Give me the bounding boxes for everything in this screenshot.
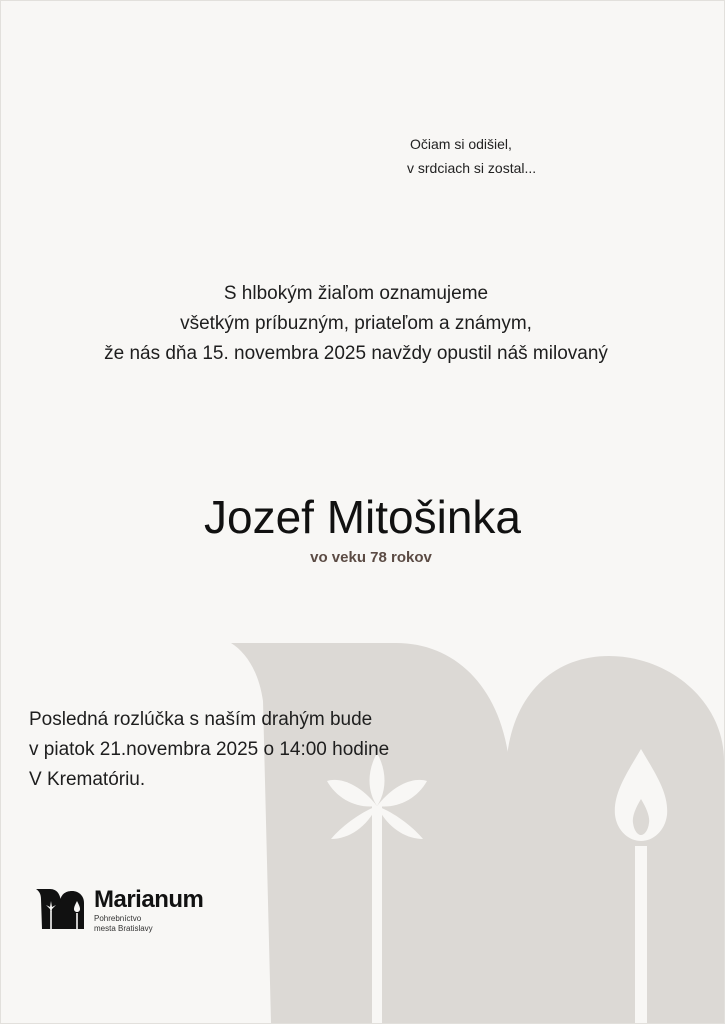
- deceased-name: Jozef Mitošinka: [203, 491, 521, 543]
- announcement-line-2: všetkým príbuzným, priateľom a známym,: [180, 313, 532, 334]
- logo-subtitle-line-2: mesta Bratislavy: [94, 924, 153, 933]
- announcement-line-3: že nás dňa 15. novembra 2025 navždy opustil náš milovaný: [104, 343, 608, 364]
- farewell-line-1: Posledná rozlúčka s naším drahým bude: [29, 709, 373, 730]
- farewell-info: [29, 705, 389, 795]
- logo-subtitle-line-1: Pohrebníctvo: [94, 914, 142, 923]
- motto: [407, 132, 536, 180]
- farewell-line-2: v piatok 21.novembra 2025 o 14:00 hodine: [29, 739, 390, 760]
- marianum-m-icon: [34, 887, 86, 931]
- logo-name: Marianum: [94, 886, 204, 913]
- motto-line-2: v srdciach si zostal...: [407, 160, 537, 176]
- announcement-line-1: S hlbokým žiaľom oznamujeme: [223, 283, 489, 304]
- announcement: [1, 279, 711, 369]
- motto-line-1: Očiam si odišiel,: [410, 136, 512, 152]
- deceased-age: vo veku 78 rokov: [310, 549, 432, 566]
- logo-subtitle: [94, 914, 153, 934]
- farewell-line-3: V Krematóriu.: [29, 769, 146, 790]
